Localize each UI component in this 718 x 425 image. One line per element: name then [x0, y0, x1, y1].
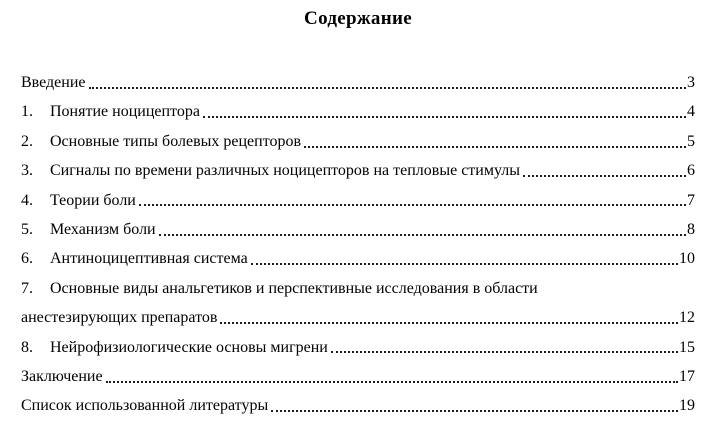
- toc-page-number: 15: [679, 338, 695, 356]
- toc-dot-leader: [139, 204, 686, 206]
- toc-entry-line[interactable]: [21, 127, 695, 156]
- toc-entry-line[interactable]: [21, 362, 695, 391]
- toc-entry-line[interactable]: [21, 215, 695, 244]
- toc-entry-text: Механизм боли: [50, 220, 156, 238]
- toc-entry-line[interactable]: [21, 274, 695, 303]
- toc-dot-leader: [159, 234, 686, 236]
- toc-entry-text: Основные виды анальгетиков и перспективные исследования в области: [50, 279, 538, 297]
- toc-entry-line[interactable]: [21, 186, 695, 215]
- toc-dot-leader: [304, 146, 686, 148]
- toc-entry-number: 1.: [21, 103, 33, 121]
- toc-dot-leader: [106, 381, 678, 383]
- toc-entry-number: 4.: [21, 191, 33, 209]
- toc-entry-text: Заключение: [21, 367, 103, 385]
- toc-entry-line[interactable]: [21, 97, 695, 126]
- toc-page-number: 19: [679, 397, 695, 415]
- toc-page-number: 8: [687, 220, 695, 238]
- toc-entry-text: Антиноцицептивная система: [50, 250, 248, 268]
- toc-page-number: 12: [679, 309, 695, 327]
- toc-page-number: 3: [687, 74, 695, 91]
- toc-dot-leader: [203, 116, 686, 118]
- toc-dot-leader: [251, 263, 678, 265]
- toc-entry-text: Понятие ноцицептора: [50, 103, 200, 121]
- toc-page-number: 4: [687, 103, 695, 121]
- toc-entry-number: 8.: [21, 338, 33, 356]
- toc-entry-number: 3.: [21, 162, 33, 180]
- toc-dot-leader: [331, 351, 678, 353]
- toc-entry-number: 5.: [21, 220, 33, 238]
- toc-page-number: 5: [687, 132, 695, 150]
- toc-entry-number: 6.: [21, 250, 33, 268]
- toc-entry-text: анестезирующих препаратов: [21, 309, 218, 327]
- toc-entry-line[interactable]: [21, 156, 695, 185]
- toc-page-number: 17: [679, 367, 695, 385]
- toc-entry-text: Сигналы по времени различных ноцицепторов на тепловые стимулы: [50, 162, 521, 180]
- toc-entry-line[interactable]: [21, 391, 695, 420]
- toc-dot-leader: [523, 175, 686, 177]
- toc-dot-leader: [220, 322, 678, 324]
- toc-entry-text: Нейрофизиологические основы мигрени: [50, 338, 328, 356]
- toc-entry-text: Введение: [21, 74, 86, 91]
- toc-entry-text: Список использованной литературы: [21, 397, 269, 415]
- toc-page-number: 10: [679, 250, 695, 268]
- toc-entry-text: Теории боли: [50, 191, 136, 209]
- toc-entry-number: 7.: [21, 279, 33, 297]
- toc-entry-line[interactable]: [21, 333, 695, 362]
- toc-entry-number: 2.: [21, 132, 33, 150]
- page-title: Содержание: [304, 8, 412, 29]
- toc-dot-leader: [89, 87, 687, 89]
- toc-entry-line[interactable]: [21, 68, 695, 97]
- toc-list: [21, 68, 695, 421]
- toc-dot-leader: [271, 410, 678, 412]
- toc-entry-text: Основные типы болевых рецепторов: [50, 132, 302, 150]
- toc-page-number: 7: [687, 191, 695, 209]
- toc-page-number: 6: [687, 162, 695, 180]
- toc-entry-line[interactable]: [21, 244, 695, 273]
- toc-entry-line[interactable]: [21, 303, 695, 332]
